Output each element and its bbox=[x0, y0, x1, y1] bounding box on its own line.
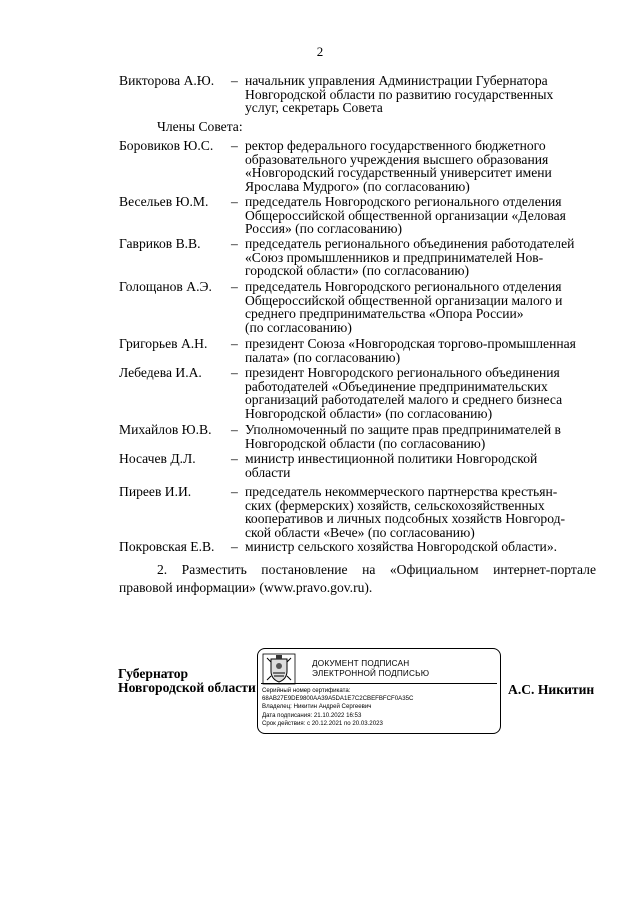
description-line: министр инвестиционной политики Новгородской bbox=[245, 451, 538, 466]
dash-separator: – bbox=[231, 194, 238, 209]
description-line: ректор федерального государственного бюджетного bbox=[245, 138, 546, 153]
description-line: Новгородской области» (по согласованию) bbox=[245, 405, 493, 421]
description-line: работодателей «Объединение предпринимательских bbox=[245, 378, 548, 394]
dash-separator: – bbox=[231, 279, 238, 294]
esig-details bbox=[262, 687, 498, 728]
position-description bbox=[245, 452, 615, 479]
position-line-1: Губернатор bbox=[118, 666, 189, 681]
description-line: услуг, секретарь Совета bbox=[245, 100, 383, 116]
description-line: городской области» (по согласованию) bbox=[245, 263, 470, 279]
description-line: председатель некоммерческого партнерства крестьян- bbox=[245, 484, 558, 499]
description-line: «Союз промышленников и предпринимателей Нов- bbox=[245, 249, 544, 265]
position-description bbox=[245, 366, 615, 420]
esig-divider bbox=[261, 683, 497, 684]
position-description bbox=[245, 237, 615, 278]
esig-signed-date: Дата подписания: 21.10.2022 16:53 bbox=[262, 711, 362, 719]
description-line: президент Союза «Новгородская торгово-промышленная bbox=[245, 336, 576, 351]
description-line: председатель Новгородского регионального отделения bbox=[245, 279, 562, 294]
description-line: среднего предпринимательства «Опора России» bbox=[245, 306, 524, 322]
person-name: Весельев Ю.М. bbox=[119, 194, 209, 209]
person-name: Григорьев А.Н. bbox=[119, 336, 208, 351]
coat-of-arms-icon bbox=[262, 653, 296, 685]
description-line: Общероссийской общественной организации малого и bbox=[245, 292, 563, 308]
person-name: Боровиков Ю.С. bbox=[119, 138, 214, 153]
description-line: ской области «Вече» (по согласованию) bbox=[245, 524, 475, 540]
position-description bbox=[245, 540, 615, 554]
esig-owner: Владелец: Никитин Андрей Сергеевич bbox=[262, 703, 372, 711]
page-number: 2 bbox=[316, 44, 324, 59]
esig-title bbox=[304, 659, 494, 679]
description-line: министр сельского хозяйства Новгородской области». bbox=[245, 539, 558, 554]
position-description bbox=[245, 195, 615, 236]
dash-separator: – bbox=[231, 484, 238, 499]
position-description bbox=[245, 74, 615, 115]
paragraph-line-2: правовой информации» (www.pravo.gov.ru). bbox=[119, 580, 373, 595]
esig-cert-serial: 68AB27E9DE9800AA39A5DA1E7C2CBEFBFCF0A35C bbox=[262, 695, 414, 703]
description-line: Общероссийской общественной организации «Деловая bbox=[245, 207, 566, 223]
description-line: ских (фермерских) хозяйств, сельскохозяйственных bbox=[245, 497, 545, 513]
description-line: образовательного учреждения высшего образования bbox=[245, 151, 549, 167]
description-line: палата» (по согласованию) bbox=[245, 349, 401, 365]
person-name: Носачев Д.Л. bbox=[119, 451, 196, 466]
person-name: Лебедева И.А. bbox=[119, 365, 202, 380]
members-label: Члены Совета: bbox=[157, 119, 243, 134]
description-line: (по согласованию) bbox=[245, 319, 352, 335]
description-line: председатель Новгородского регионального отделения bbox=[245, 194, 562, 209]
description-line: Ярослава Мудрого» (по согласованию) bbox=[245, 178, 470, 194]
position-description bbox=[245, 423, 615, 450]
person-name: Михайлов Ю.В. bbox=[119, 422, 212, 437]
position-description bbox=[245, 139, 615, 193]
description-line: Уполномоченный по защите прав предпринимателей в bbox=[245, 422, 561, 437]
dash-separator: – bbox=[231, 236, 238, 251]
electronic-signature-stamp bbox=[257, 648, 501, 734]
position-description bbox=[245, 485, 615, 539]
dash-separator: – bbox=[231, 336, 238, 351]
dash-separator: – bbox=[231, 73, 238, 88]
dash-separator: – bbox=[231, 539, 238, 554]
person-name: Пиреев И.И. bbox=[119, 484, 192, 499]
esig-validity: Срок действия: с 20.12.2021 по 20.03.2023 bbox=[262, 719, 383, 727]
esig-title-line-1: ДОКУМЕНТ ПОДПИСАН bbox=[312, 659, 410, 668]
esig-title-line-2: ЭЛЕКТРОННОЙ ПОДПИСЬЮ bbox=[312, 669, 430, 678]
dash-separator: – bbox=[231, 451, 238, 466]
description-line: организаций работодателей малого и среднего бизнеса bbox=[245, 392, 563, 408]
person-name: Покровская Е.В. bbox=[119, 539, 215, 554]
signatory-position bbox=[118, 667, 256, 695]
description-line: начальник управления Администрации Губернатора bbox=[245, 73, 548, 88]
publication-paragraph bbox=[119, 561, 596, 597]
person-name: Голощанов А.Э. bbox=[119, 279, 212, 294]
person-name: Гавриков В.В. bbox=[119, 236, 201, 251]
description-line: Новгородской области (по согласованию) bbox=[245, 435, 486, 451]
description-line: Россия» (по согласованию) bbox=[245, 221, 403, 237]
description-line: «Новгородский государственный университет имени bbox=[245, 165, 552, 181]
position-description bbox=[245, 280, 615, 334]
dash-separator: – bbox=[231, 138, 238, 153]
dash-separator: – bbox=[231, 422, 238, 437]
description-line: председатель регионального объединения работодателей bbox=[245, 236, 575, 251]
description-line: Новгородской области по развитию государственных bbox=[245, 86, 554, 102]
position-line-2: Новгородской области bbox=[118, 680, 256, 695]
description-line: области bbox=[245, 464, 291, 480]
dash-separator: – bbox=[231, 365, 238, 380]
position-description bbox=[245, 337, 615, 364]
paragraph-line-1: 2. Разместить постановление на «Официальном интернет-портале bbox=[157, 562, 596, 577]
esig-cert-label: Серийный номер сертификата: bbox=[262, 687, 351, 694]
signer-name: А.С. Никитин bbox=[508, 682, 595, 697]
description-line: кооперативов и личных подсобных хозяйств Новгород- bbox=[245, 511, 566, 527]
description-line: президент Новгородского регионального объединения bbox=[245, 365, 560, 380]
person-name: Викторова А.Ю. bbox=[119, 73, 215, 88]
